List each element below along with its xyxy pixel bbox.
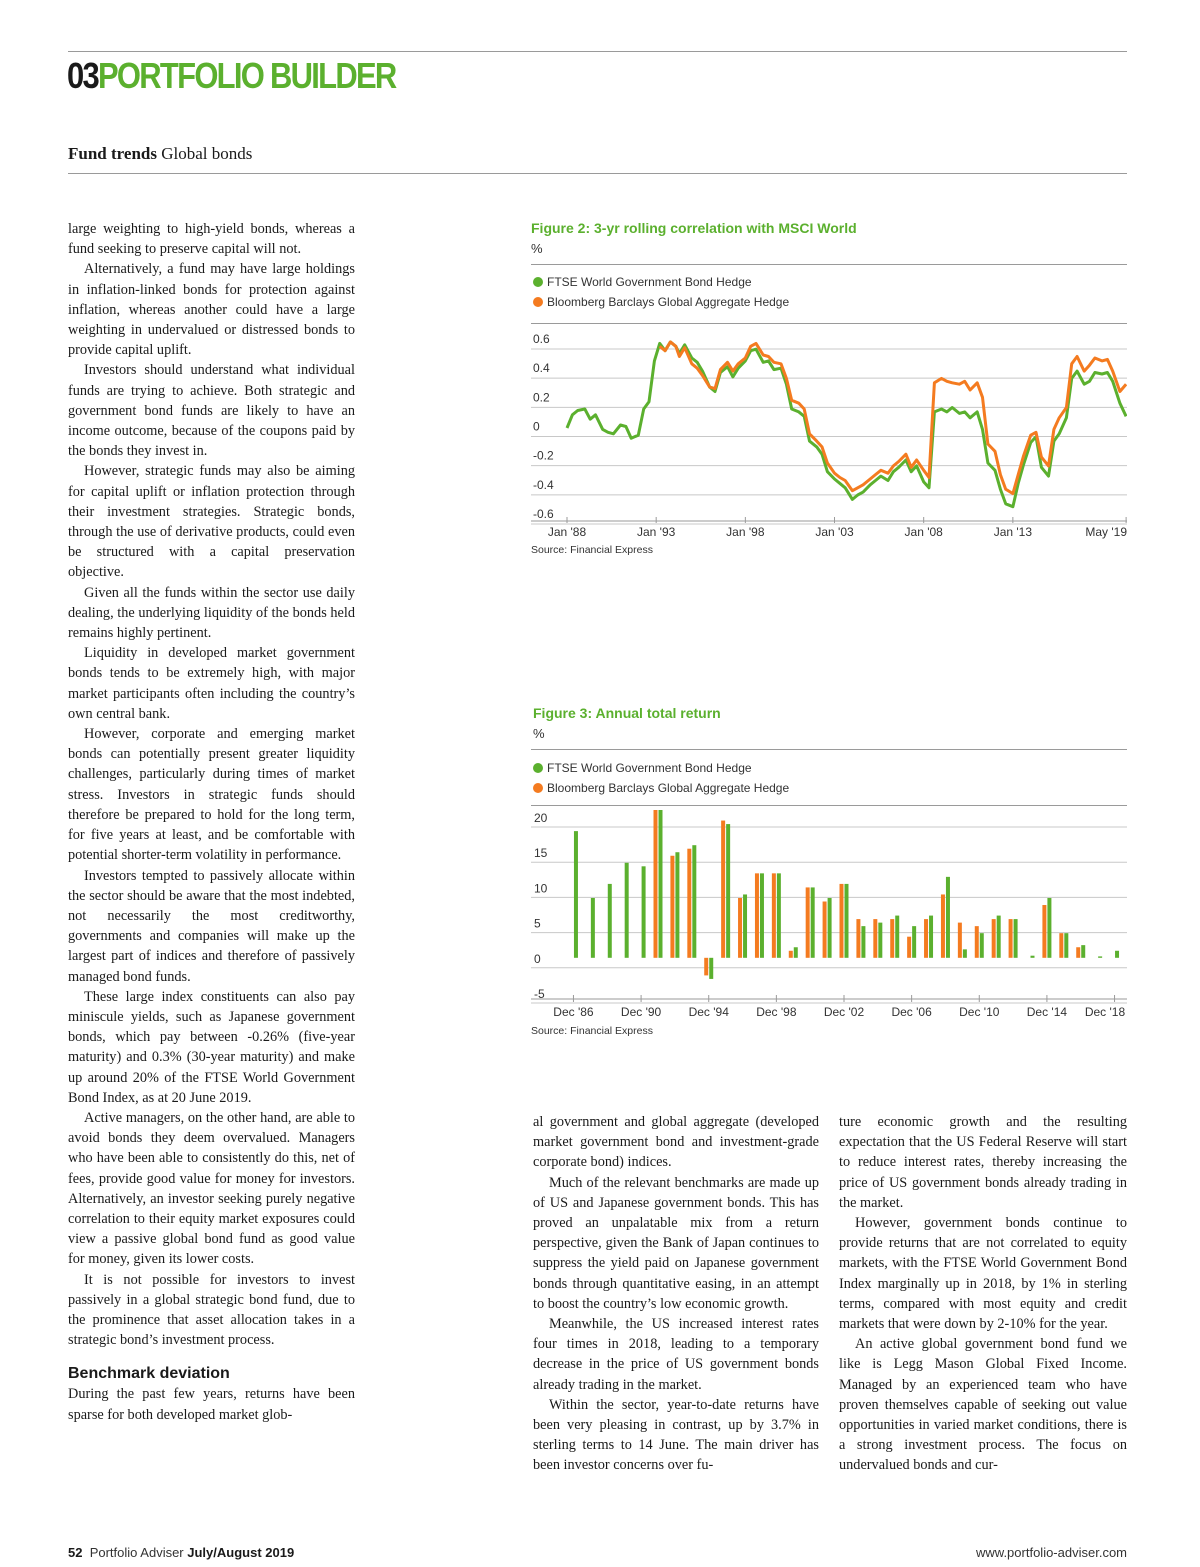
x-tick-label: May '19 [1085, 525, 1127, 539]
legend-label: Bloomberg Barclays Global Aggregate Hedge [547, 781, 790, 795]
bar-ftse [692, 845, 696, 958]
bar-ftse [659, 810, 663, 958]
bar-ftse [760, 873, 764, 957]
legend-item-ftse [533, 758, 789, 778]
bar-bloomberg [687, 849, 691, 958]
bar-bloomberg [1059, 933, 1063, 958]
paragraph: Investors should understand what individual funds are trying to achieve. Both strategic and government bond funds are likely to have an income outcome, because of the coupons paid by the bonds they invest in. [68, 362, 355, 460]
x-tick-label: Jan '13 [993, 525, 1033, 539]
x-tick-label: Dec '06 [891, 1005, 932, 1019]
bar-bloomberg [806, 887, 810, 957]
body-column-2 [533, 1112, 819, 1476]
legend-label: Bloomberg Barclays Global Aggregate Hedge [547, 295, 790, 309]
x-tick-label: Jan '08 [904, 525, 943, 539]
section-number: 03 [67, 55, 99, 96]
kicker-topic: Global bonds [161, 144, 253, 163]
y-tick-label: 0.6 [533, 332, 550, 346]
body-column-1 [68, 219, 355, 1425]
bar-ftse [625, 863, 629, 958]
paragraph: Liquidity in developed market government bonds tends to be extremely high, with major market participants often including the country’s own central bank. [68, 645, 355, 722]
issue-date: July/August 2019 [187, 1545, 295, 1560]
bar-bloomberg [958, 923, 962, 958]
y-tick-label: 15 [534, 846, 548, 861]
bar-ftse [878, 923, 882, 958]
footer-folio [68, 1545, 294, 1560]
paragraph: However, government bonds continue to provide returns that are not correlated to equity markets, with the FTSE World Government Bond Index marginally up in 2018, by 1% in sterling terms, compared with most equity and credit markets that were down by 2-10% for the year. [839, 1215, 1127, 1333]
paragraph: Meanwhile, the US increased interest rates four times in 2018, leading to a temporary decrease in the price of US government bonds already trading in the market. [533, 1316, 819, 1393]
x-tick-label: Dec '02 [823, 1005, 865, 1019]
paragraph: al government and global aggregate (developed market government bond and investment-grade corporate bond) indices. [533, 1114, 819, 1171]
section-title [67, 56, 396, 96]
bar-ftse [1064, 933, 1068, 958]
bar-bloomberg [721, 821, 725, 958]
bar-ftse [1031, 956, 1035, 958]
bar-ftse [980, 933, 984, 958]
y-tick-label: 0.2 [533, 390, 550, 405]
bar-ftse [946, 877, 950, 958]
legend-label: FTSE World Government Bond Hedge [547, 275, 752, 289]
paragraph: Much of the relevant benchmarks are made up of US and Japanese government bonds. This has proved an unpalatable mix from a return perspective, given the Bank of Japan continues to suppress the yield paid on Japanese government bonds through quantitative easing, in an attempt to boost the country’s low economic growth. [533, 1174, 819, 1312]
paragraph: Investors tempted to passively allocate within the sector should be aware that the most indebted, not necessarily the most creditworthy, governments and companies will make up the largest part of indices and therefore of passively managed bond funds. [68, 867, 355, 985]
bar-ftse [726, 824, 730, 958]
y-tick-label: -0.6 [533, 507, 554, 521]
x-tick-label: Dec '10 [959, 1005, 1000, 1019]
paragraph: These large index constituents can also pay miniscule yields, such as Japanese government bonds, which pay between -0.26% (five-year maturity) and 0.3% (30-year maturity) and make up around 20% of the FTSE World Government Bond Index, as at 20 June 2019. [68, 988, 355, 1106]
bar-bloomberg [840, 884, 844, 958]
legend-dot-green [533, 277, 543, 287]
bar-ftse [1047, 898, 1051, 958]
bar-bloomberg [1042, 905, 1046, 958]
bar-bloomberg [890, 919, 894, 958]
bar-bloomberg [907, 937, 911, 958]
paragraph: An active global government bond fund we like is Legg Mason Global Fixed Income. Managed by an experienced team who have proven themselves capable of seeking out value opportunities in varied market conditions, there is a strong investment process. The focus on undervalued bonds and cur- [839, 1336, 1127, 1474]
bar-bloomberg [772, 873, 776, 957]
x-tick-label: Dec '14 [1026, 1005, 1068, 1019]
bar-ftse [929, 916, 933, 958]
x-tick-label: Jan '88 [547, 525, 587, 539]
y-tick-label: -5 [534, 987, 545, 1001]
bar-bloomberg [1076, 947, 1080, 958]
bar-bloomberg [924, 919, 928, 958]
bar-ftse [591, 898, 595, 958]
paragraph: However, corporate and emerging market bonds can potentially present greater liquidity challenges, particularly during times of market stress. Investors in strategic funds should therefore be prepared to hold for the long term, for five years at least, and be comfortable with potential shorter-term volatility in performance. [68, 726, 355, 864]
bar-ftse [1081, 945, 1085, 958]
bar-ftse [1115, 951, 1119, 958]
bar-ftse [777, 873, 781, 957]
figure3-unit: % [533, 726, 545, 741]
x-tick-label: Jan '93 [637, 525, 676, 539]
y-tick-label: 0 [534, 951, 541, 966]
figure2-source: Source: Financial Express [531, 544, 653, 556]
x-tick-label: Dec '86 [553, 1005, 594, 1019]
kicker-rule [68, 173, 1127, 174]
bar-bloomberg [704, 958, 708, 976]
kicker [68, 143, 252, 165]
bar-ftse [574, 831, 578, 958]
bar-bloomberg [738, 898, 742, 958]
bar-ftse [1098, 956, 1102, 957]
figure3-rule [531, 749, 1127, 750]
page-number: 52 [68, 1545, 83, 1560]
y-tick-label: -0.2 [533, 448, 554, 463]
bar-ftse [895, 916, 899, 958]
paragraph: Given all the funds within the sector use daily dealing, the underlying liquidity of the bonds held remains highly pertinent. [68, 584, 355, 642]
top-rule [68, 51, 1127, 52]
legend-item-bloomberg [533, 778, 789, 798]
legend-label: FTSE World Government Bond Hedge [547, 761, 752, 775]
x-tick-label: Jan '98 [726, 525, 765, 539]
x-tick-label: Dec '94 [688, 1005, 729, 1019]
bar-bloomberg [992, 919, 996, 958]
paragraph: During the past few years, returns have been sparse for both developed market glob- [68, 1386, 355, 1423]
paragraph: Active managers, on the other hand, are able to avoid bonds they deem overvalued. Managers who have been able to consistently do this, net of fees, provide good value for money for investors. Alternatively, an investor seeking purely negative correlation to their equity market exposures could view a passive global bond fund as good value for money, given its lower costs. [68, 1109, 355, 1268]
bar-bloomberg [856, 919, 860, 958]
bar-ftse [828, 898, 832, 958]
figure2-chart [531, 324, 1127, 544]
legend-dot-orange [533, 783, 543, 793]
bar-ftse [861, 926, 865, 958]
bar-ftse [642, 866, 646, 958]
y-tick-label: 10 [534, 881, 548, 896]
y-tick-label: 5 [534, 916, 541, 931]
bar-ftse [1014, 919, 1018, 958]
y-tick-label: 20 [534, 811, 548, 826]
figure3-legend [533, 758, 789, 798]
bar-ftse [608, 884, 612, 958]
bar-ftse [845, 884, 849, 958]
figure3-title: Figure 3: Annual total return [533, 705, 721, 721]
y-tick-label: 0 [533, 419, 540, 434]
y-tick-label: 0.4 [533, 361, 550, 376]
subheading: Benchmark deviation [68, 1365, 230, 1383]
bar-bloomberg [873, 919, 877, 958]
figure2-rule [531, 264, 1127, 265]
legend-dot-orange [533, 297, 543, 307]
bar-ftse [794, 947, 798, 958]
paragraph: large weighting to high-yield bonds, whereas a fund seeking to preserve capital will not. [68, 221, 355, 258]
body-column-3 [839, 1112, 1127, 1476]
x-tick-label: Dec '98 [756, 1005, 797, 1019]
x-tick-label: Dec '90 [620, 1005, 662, 1019]
figure2-title: Figure 2: 3-yr rolling correlation with MSCI World [531, 220, 857, 236]
paragraph: ture economic growth and the resulting expectation that the US Federal Reserve will start to reduce interest rates, thereby increasing the price of US government bonds already trading in the market. [839, 1114, 1127, 1211]
figure3-source: Source: Financial Express [531, 1025, 653, 1037]
figure3-chart [531, 806, 1127, 1024]
figure2-unit: % [531, 241, 543, 256]
bar-ftse [963, 949, 967, 957]
figure2-legend [533, 272, 789, 312]
paragraph: Alternatively, a fund may have large holdings in inflation-linked bonds for protection against inflation, whereas another could have a large weighting in undervalued or distressed bonds to provide capital uplift. [68, 261, 355, 359]
publication-name: Portfolio Adviser [89, 1545, 184, 1560]
bar-ftse [743, 894, 747, 957]
bar-bloomberg [941, 894, 945, 957]
bar-bloomberg [755, 873, 759, 957]
footer-url: www.portfolio-adviser.com [976, 1545, 1127, 1560]
section-name: PORTFOLIO BUILDER [98, 55, 396, 96]
bar-bloomberg [789, 951, 793, 958]
y-tick-label: -0.4 [533, 477, 554, 492]
x-tick-label: Jan '03 [815, 525, 854, 539]
kicker-label: Fund trends [68, 144, 157, 163]
legend-item-bloomberg [533, 292, 789, 312]
legend-item-ftse [533, 272, 789, 292]
bar-ftse [997, 916, 1001, 958]
paragraph: It is not possible for investors to invest passively in a global strategic bond fund, due to the prominence that asset allocation takes in a strategic bond’s investment process. [68, 1271, 355, 1349]
x-tick-label: Dec '18 [1084, 1005, 1126, 1019]
bar-bloomberg [670, 856, 674, 958]
paragraph: Within the sector, year-to-date returns have been very pleasing in contrast, up by 3.7% in sterling terms to 14 June. The main driver has been investor concerns over fu- [533, 1396, 819, 1474]
bar-bloomberg [654, 810, 658, 958]
legend-dot-green [533, 763, 543, 773]
bar-bloomberg [1009, 919, 1013, 958]
bar-bloomberg [823, 902, 827, 958]
bar-ftse [811, 887, 815, 957]
bar-ftse [912, 926, 916, 958]
bar-bloomberg [975, 926, 979, 958]
paragraph: However, strategic funds may also be aiming for capital uplift or inflation protection through their investment strategies. Strategic bonds, through the use of derivative products, could even be structured with a capital preservation objective. [68, 463, 355, 581]
bar-ftse [709, 958, 713, 979]
bar-ftse [675, 852, 679, 958]
